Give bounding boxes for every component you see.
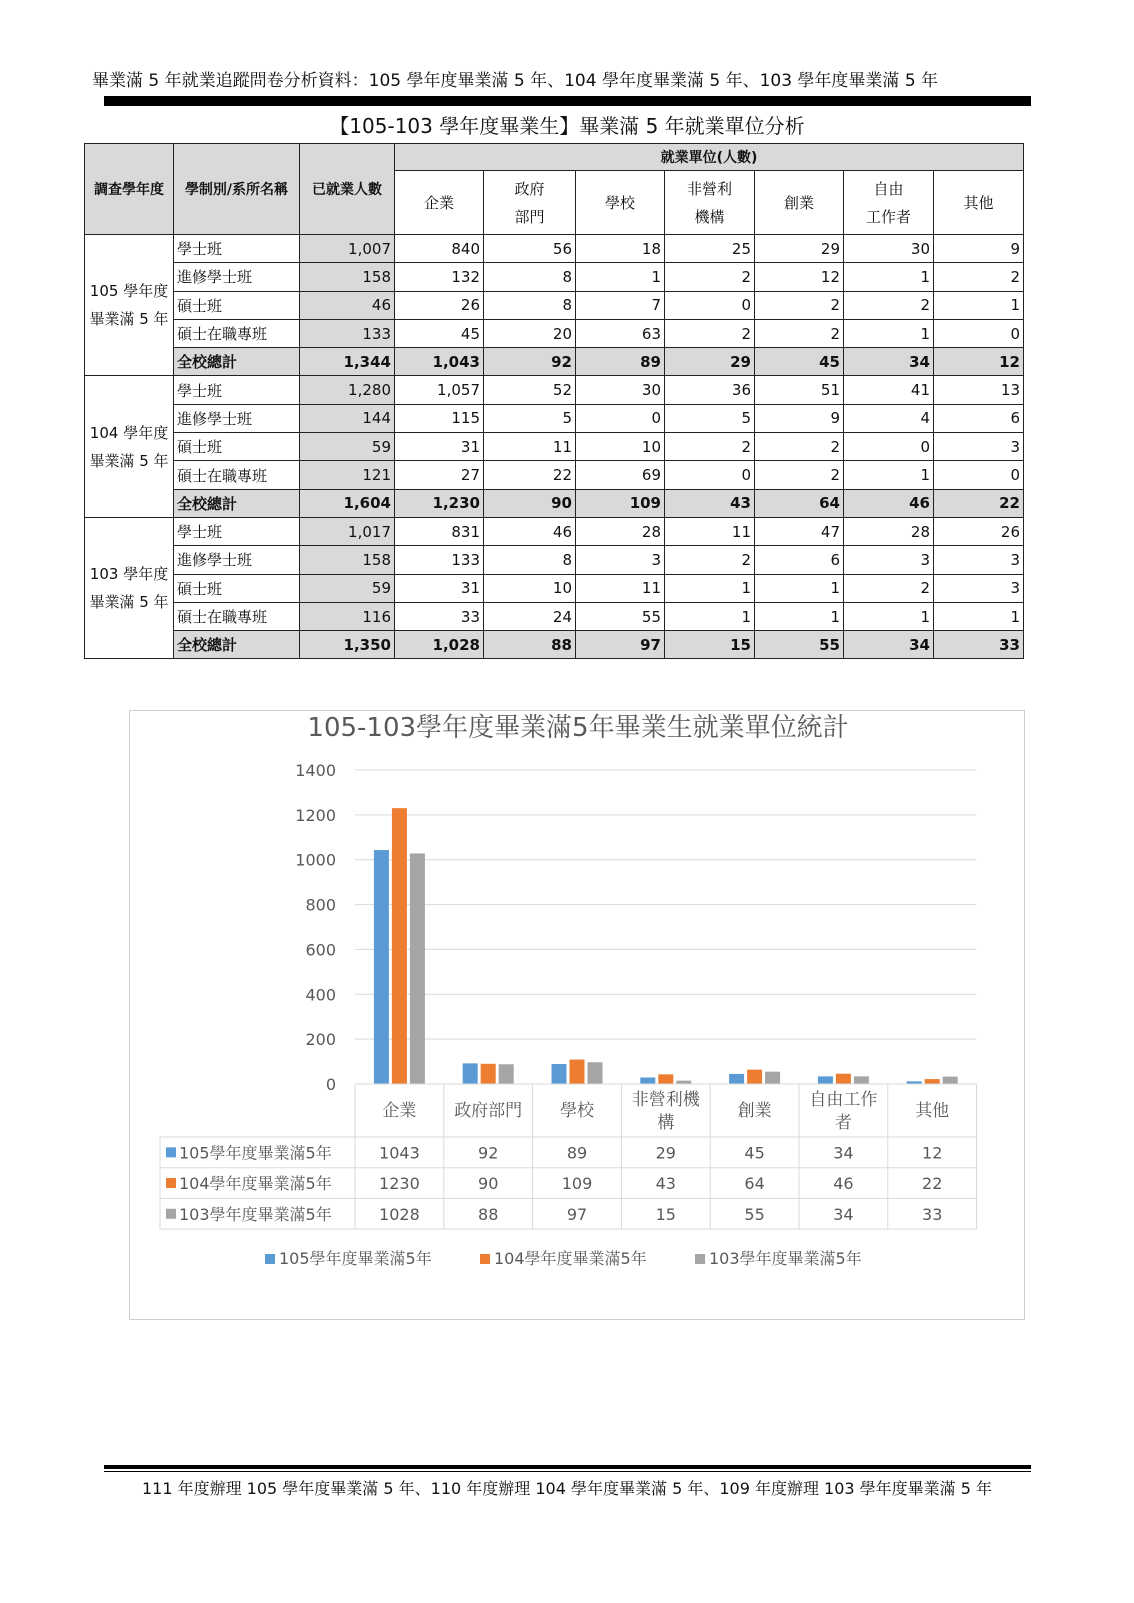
employment-table — [84, 143, 1024, 659]
program-name-cell: 進修學士班 — [174, 263, 300, 291]
employed-count-cell: 121 — [300, 461, 395, 489]
unit-count-cell: 89 — [576, 348, 665, 376]
unit-count-cell: 10 — [484, 574, 576, 602]
program-name-cell: 學士班 — [174, 517, 300, 545]
bar-103 — [854, 1076, 869, 1084]
unit-count-cell: 0 — [576, 404, 665, 432]
unit-count-cell: 15 — [665, 631, 755, 659]
employed-count-cell: 158 — [300, 546, 395, 574]
unit-count-cell: 0 — [934, 319, 1024, 347]
unit-count-cell: 18 — [576, 235, 665, 263]
unit-count-cell: 43 — [665, 489, 755, 517]
chart-container — [129, 710, 1025, 1320]
table-row — [85, 517, 1024, 545]
unit-count-cell: 63 — [576, 319, 665, 347]
bar-104 — [658, 1074, 673, 1084]
bar-104 — [836, 1074, 851, 1084]
unit-count-cell: 31 — [395, 574, 484, 602]
col-header-program: 學制別/系所名稱 — [174, 144, 300, 235]
unit-count-cell: 51 — [755, 376, 844, 404]
program-name-cell: 碩士在職專班 — [174, 602, 300, 630]
unit-count-cell: 3 — [576, 546, 665, 574]
unit-count-cell: 133 — [395, 546, 484, 574]
unit-count-cell: 1 — [576, 263, 665, 291]
page-footer: 111 年度辦理 105 學年度畢業滿 5 年、110 年度辦理 104 學年度畢業滿 5 年、109 年度辦理 103 學年度畢業滿 5 年 — [141, 1479, 993, 1498]
unit-count-cell: 45 — [755, 348, 844, 376]
data-label: 89 — [566, 1143, 588, 1163]
unit-count-cell: 64 — [755, 489, 844, 517]
data-label: 34 — [833, 1204, 854, 1224]
data-label: 12 — [922, 1143, 943, 1163]
unit-count-cell: 0 — [665, 461, 755, 489]
col-header-unit: 政府 部門 — [484, 171, 576, 235]
unit-count-cell: 11 — [484, 433, 576, 461]
unit-count-cell: 30 — [844, 235, 934, 263]
bar-105 — [729, 1074, 744, 1084]
unit-count-cell: 34 — [844, 631, 934, 659]
program-name-cell: 學士班 — [174, 376, 300, 404]
bar-103 — [410, 853, 425, 1084]
unit-count-cell: 45 — [395, 319, 484, 347]
page-header: 畢業滿 5 年就業追蹤問卷分析資料：105 學年度畢業滿 5 年、104 學年度畢業滿 5 年、103 學年度畢業滿 5 年 — [92, 71, 939, 91]
program-name-cell: 學士班 — [174, 235, 300, 263]
col-header-unit: 創業 — [755, 171, 844, 235]
unit-count-cell: 33 — [395, 602, 484, 630]
legend-label: 104學年度畢業滿5年 — [494, 1249, 647, 1268]
bar-105 — [374, 850, 389, 1084]
unit-count-cell: 92 — [484, 348, 576, 376]
data-table-legend-key — [166, 1147, 176, 1157]
unit-count-cell: 20 — [484, 319, 576, 347]
unit-count-cell: 2 — [665, 319, 755, 347]
unit-count-cell: 12 — [934, 348, 1024, 376]
program-name-cell: 進修學士班 — [174, 404, 300, 432]
unit-count-cell: 5 — [484, 404, 576, 432]
data-label: 55 — [744, 1204, 765, 1224]
unit-count-cell: 1,028 — [395, 631, 484, 659]
program-name-cell: 碩士在職專班 — [174, 319, 300, 347]
table-row — [85, 376, 1024, 404]
col-header-unit: 企業 — [395, 171, 484, 235]
unit-count-cell: 1 — [934, 291, 1024, 319]
unit-count-cell: 97 — [576, 631, 665, 659]
x-category-label: 非營利機構 — [631, 1090, 700, 1133]
employed-count-cell: 158 — [300, 263, 395, 291]
survey-year-cell: 104 學年度 畢業滿 5 年 — [85, 376, 174, 517]
unit-count-cell: 0 — [844, 433, 934, 461]
unit-count-cell: 2 — [844, 574, 934, 602]
unit-count-cell: 1 — [844, 602, 934, 630]
y-tick-label: 0 — [325, 1075, 336, 1094]
bar-105 — [640, 1077, 655, 1084]
unit-count-cell: 22 — [484, 461, 576, 489]
y-tick-label: 600 — [305, 940, 336, 960]
legend-key — [695, 1254, 705, 1264]
unit-count-cell: 33 — [934, 631, 1024, 659]
unit-count-cell: 0 — [665, 291, 755, 319]
unit-count-cell: 88 — [484, 631, 576, 659]
col-header-unit: 學校 — [576, 171, 665, 235]
unit-count-cell: 1 — [844, 461, 934, 489]
unit-count-cell: 22 — [934, 489, 1024, 517]
unit-count-cell: 4 — [844, 404, 934, 432]
program-name-cell: 全校總計 — [174, 348, 300, 376]
data-table-legend-key — [166, 1209, 176, 1219]
table-row — [85, 404, 1024, 432]
col-header-employed: 已就業人數 — [300, 144, 395, 235]
bar-105 — [552, 1064, 567, 1084]
program-name-cell: 碩士班 — [174, 574, 300, 602]
table-row — [85, 433, 1024, 461]
unit-count-cell: 840 — [395, 235, 484, 263]
unit-count-cell: 29 — [755, 235, 844, 263]
program-name-cell: 進修學士班 — [174, 546, 300, 574]
unit-count-cell: 6 — [755, 546, 844, 574]
unit-count-cell: 2 — [665, 546, 755, 574]
total-row — [85, 348, 1024, 376]
unit-count-cell: 3 — [934, 546, 1024, 574]
unit-count-cell: 8 — [484, 263, 576, 291]
data-label: 34 — [833, 1143, 854, 1163]
table-row — [85, 291, 1024, 319]
table-row — [85, 263, 1024, 291]
y-tick-label: 1400 — [295, 761, 336, 780]
data-label: 64 — [744, 1174, 765, 1194]
y-tick-label: 400 — [305, 985, 336, 1005]
unit-count-cell: 2 — [665, 263, 755, 291]
unit-count-cell: 46 — [844, 489, 934, 517]
total-row — [85, 631, 1024, 659]
y-tick-label: 200 — [305, 1030, 336, 1050]
unit-count-cell: 52 — [484, 376, 576, 404]
unit-count-cell: 0 — [934, 461, 1024, 489]
x-category-label: 其他 — [915, 1101, 950, 1121]
table-row — [85, 602, 1024, 630]
data-label: 90 — [478, 1174, 499, 1194]
data-label: 109 — [561, 1174, 593, 1194]
unit-count-cell: 6 — [934, 404, 1024, 432]
table-row — [85, 546, 1024, 574]
bar-105 — [818, 1076, 833, 1084]
unit-count-cell: 2 — [755, 291, 844, 319]
data-table-series-label: 105學年度畢業滿5年 — [179, 1143, 332, 1163]
program-name-cell: 碩士班 — [174, 433, 300, 461]
unit-count-cell: 28 — [844, 517, 934, 545]
employed-count-cell: 133 — [300, 319, 395, 347]
table-row — [85, 319, 1024, 347]
table-row — [85, 461, 1024, 489]
legend-label: 103學年度畢業滿5年 — [709, 1249, 862, 1268]
employed-count-cell: 1,604 — [300, 489, 395, 517]
unit-count-cell: 8 — [484, 546, 576, 574]
data-label: 1043 — [379, 1143, 420, 1163]
unit-count-cell: 2 — [844, 291, 934, 319]
unit-count-cell: 11 — [665, 517, 755, 545]
unit-count-cell: 2 — [665, 433, 755, 461]
employed-count-cell: 1,344 — [300, 348, 395, 376]
data-label: 92 — [478, 1143, 499, 1163]
employed-count-cell: 59 — [300, 574, 395, 602]
employed-count-cell: 116 — [300, 602, 395, 630]
x-category-label: 企業 — [382, 1101, 417, 1121]
col-header-year: 調查學年度 — [85, 144, 174, 235]
unit-count-cell: 1,057 — [395, 376, 484, 404]
data-label: 1230 — [379, 1174, 420, 1194]
header-rule — [104, 96, 1031, 106]
unit-count-cell: 69 — [576, 461, 665, 489]
data-label: 33 — [922, 1204, 943, 1224]
unit-count-cell: 10 — [576, 433, 665, 461]
unit-count-cell: 41 — [844, 376, 934, 404]
unit-count-cell: 34 — [844, 348, 934, 376]
data-label: 46 — [833, 1174, 854, 1194]
y-tick-label: 1000 — [295, 850, 336, 870]
unit-count-cell: 55 — [576, 602, 665, 630]
unit-count-cell: 26 — [934, 517, 1024, 545]
survey-year-cell: 103 學年度 畢業滿 5 年 — [85, 517, 174, 658]
unit-count-cell: 9 — [755, 404, 844, 432]
employed-count-cell: 1,007 — [300, 235, 395, 263]
program-name-cell: 全校總計 — [174, 631, 300, 659]
legend-key — [480, 1254, 490, 1264]
col-header-unit: 自由 工作者 — [844, 171, 934, 235]
data-table-series-label: 103學年度畢業滿5年 — [179, 1204, 332, 1224]
data-label: 97 — [566, 1204, 588, 1224]
unit-count-cell: 115 — [395, 404, 484, 432]
x-category-label: 學校 — [560, 1101, 594, 1121]
table-title: 【105-103 學年度畢業生】畢業滿 5 年就業單位分析 — [329, 114, 805, 138]
total-row — [85, 489, 1024, 517]
program-name-cell: 碩士班 — [174, 291, 300, 319]
unit-count-cell: 1 — [755, 602, 844, 630]
bar-104 — [481, 1064, 496, 1084]
bar-103 — [943, 1077, 958, 1084]
unit-count-cell: 13 — [934, 376, 1024, 404]
unit-count-cell: 1 — [844, 263, 934, 291]
unit-count-cell: 1 — [844, 319, 934, 347]
program-name-cell: 全校總計 — [174, 489, 300, 517]
bar-104 — [392, 808, 407, 1084]
unit-count-cell: 55 — [755, 631, 844, 659]
unit-count-cell: 31 — [395, 433, 484, 461]
employed-count-cell: 1,280 — [300, 376, 395, 404]
unit-count-cell: 1,230 — [395, 489, 484, 517]
unit-count-cell: 1 — [665, 574, 755, 602]
data-label: 88 — [478, 1204, 499, 1224]
unit-count-cell: 47 — [755, 517, 844, 545]
table-row — [85, 574, 1024, 602]
unit-count-cell: 26 — [395, 291, 484, 319]
data-label: 29 — [655, 1143, 676, 1163]
bar-104 — [570, 1060, 585, 1084]
unit-count-cell: 2 — [755, 319, 844, 347]
data-label: 45 — [744, 1143, 765, 1163]
unit-count-cell: 2 — [934, 263, 1024, 291]
employed-count-cell: 46 — [300, 291, 395, 319]
unit-count-cell: 2 — [755, 461, 844, 489]
unit-count-cell: 7 — [576, 291, 665, 319]
unit-count-cell: 3 — [934, 574, 1024, 602]
unit-count-cell: 132 — [395, 263, 484, 291]
unit-count-cell: 2 — [755, 433, 844, 461]
unit-count-cell: 56 — [484, 235, 576, 263]
unit-count-cell: 36 — [665, 376, 755, 404]
legend-key — [265, 1254, 275, 1264]
unit-count-cell: 8 — [484, 291, 576, 319]
unit-count-cell: 9 — [934, 235, 1024, 263]
bar-chart — [130, 711, 1026, 1321]
unit-count-cell: 29 — [665, 348, 755, 376]
table-row — [85, 235, 1024, 263]
employed-count-cell: 1,017 — [300, 517, 395, 545]
unit-count-cell: 1 — [934, 602, 1024, 630]
x-category-label: 政府部門 — [454, 1101, 523, 1121]
employed-count-cell: 59 — [300, 433, 395, 461]
unit-count-cell: 11 — [576, 574, 665, 602]
y-tick-label: 1200 — [295, 805, 336, 825]
data-label: 15 — [655, 1204, 676, 1224]
unit-count-cell: 3 — [844, 546, 934, 574]
unit-count-cell: 5 — [665, 404, 755, 432]
unit-count-cell: 1 — [665, 602, 755, 630]
x-category-label: 自由工作者 — [809, 1090, 878, 1133]
bar-103 — [499, 1064, 514, 1084]
unit-count-cell: 109 — [576, 489, 665, 517]
bar-103 — [765, 1072, 780, 1084]
footer-rule — [104, 1465, 1031, 1472]
legend-label: 105學年度畢業滿5年 — [279, 1249, 432, 1268]
col-header-unit: 其他 — [934, 171, 1024, 235]
y-tick-label: 800 — [305, 895, 336, 915]
employed-count-cell: 144 — [300, 404, 395, 432]
program-name-cell: 碩士在職專班 — [174, 461, 300, 489]
data-label: 1028 — [379, 1204, 420, 1224]
x-category-label: 創業 — [737, 1101, 772, 1121]
unit-count-cell: 25 — [665, 235, 755, 263]
unit-count-cell: 27 — [395, 461, 484, 489]
col-header-unit: 非營利 機構 — [665, 171, 755, 235]
unit-count-cell: 30 — [576, 376, 665, 404]
unit-count-cell: 3 — [934, 433, 1024, 461]
data-label: 43 — [655, 1174, 676, 1194]
survey-year-cell: 105 學年度 畢業滿 5 年 — [85, 235, 174, 376]
unit-count-cell: 28 — [576, 517, 665, 545]
unit-count-cell: 1 — [755, 574, 844, 602]
bar-103 — [588, 1062, 603, 1084]
employed-count-cell: 1,350 — [300, 631, 395, 659]
unit-count-cell: 1,043 — [395, 348, 484, 376]
bar-104 — [925, 1079, 940, 1084]
unit-count-cell: 46 — [484, 517, 576, 545]
unit-count-cell: 24 — [484, 602, 576, 630]
bar-104 — [747, 1070, 762, 1084]
data-table-series-label: 104學年度畢業滿5年 — [179, 1174, 332, 1194]
chart-title: 105-103學年度畢業滿5年畢業生就業單位統計 — [307, 713, 849, 743]
data-label: 22 — [922, 1174, 943, 1194]
unit-count-cell: 831 — [395, 517, 484, 545]
col-header-units-group: 就業單位(人數) — [395, 144, 1024, 171]
bar-105 — [463, 1063, 478, 1084]
unit-count-cell: 12 — [755, 263, 844, 291]
unit-count-cell: 90 — [484, 489, 576, 517]
data-table-legend-key — [166, 1178, 176, 1188]
bar-103 — [676, 1081, 691, 1084]
